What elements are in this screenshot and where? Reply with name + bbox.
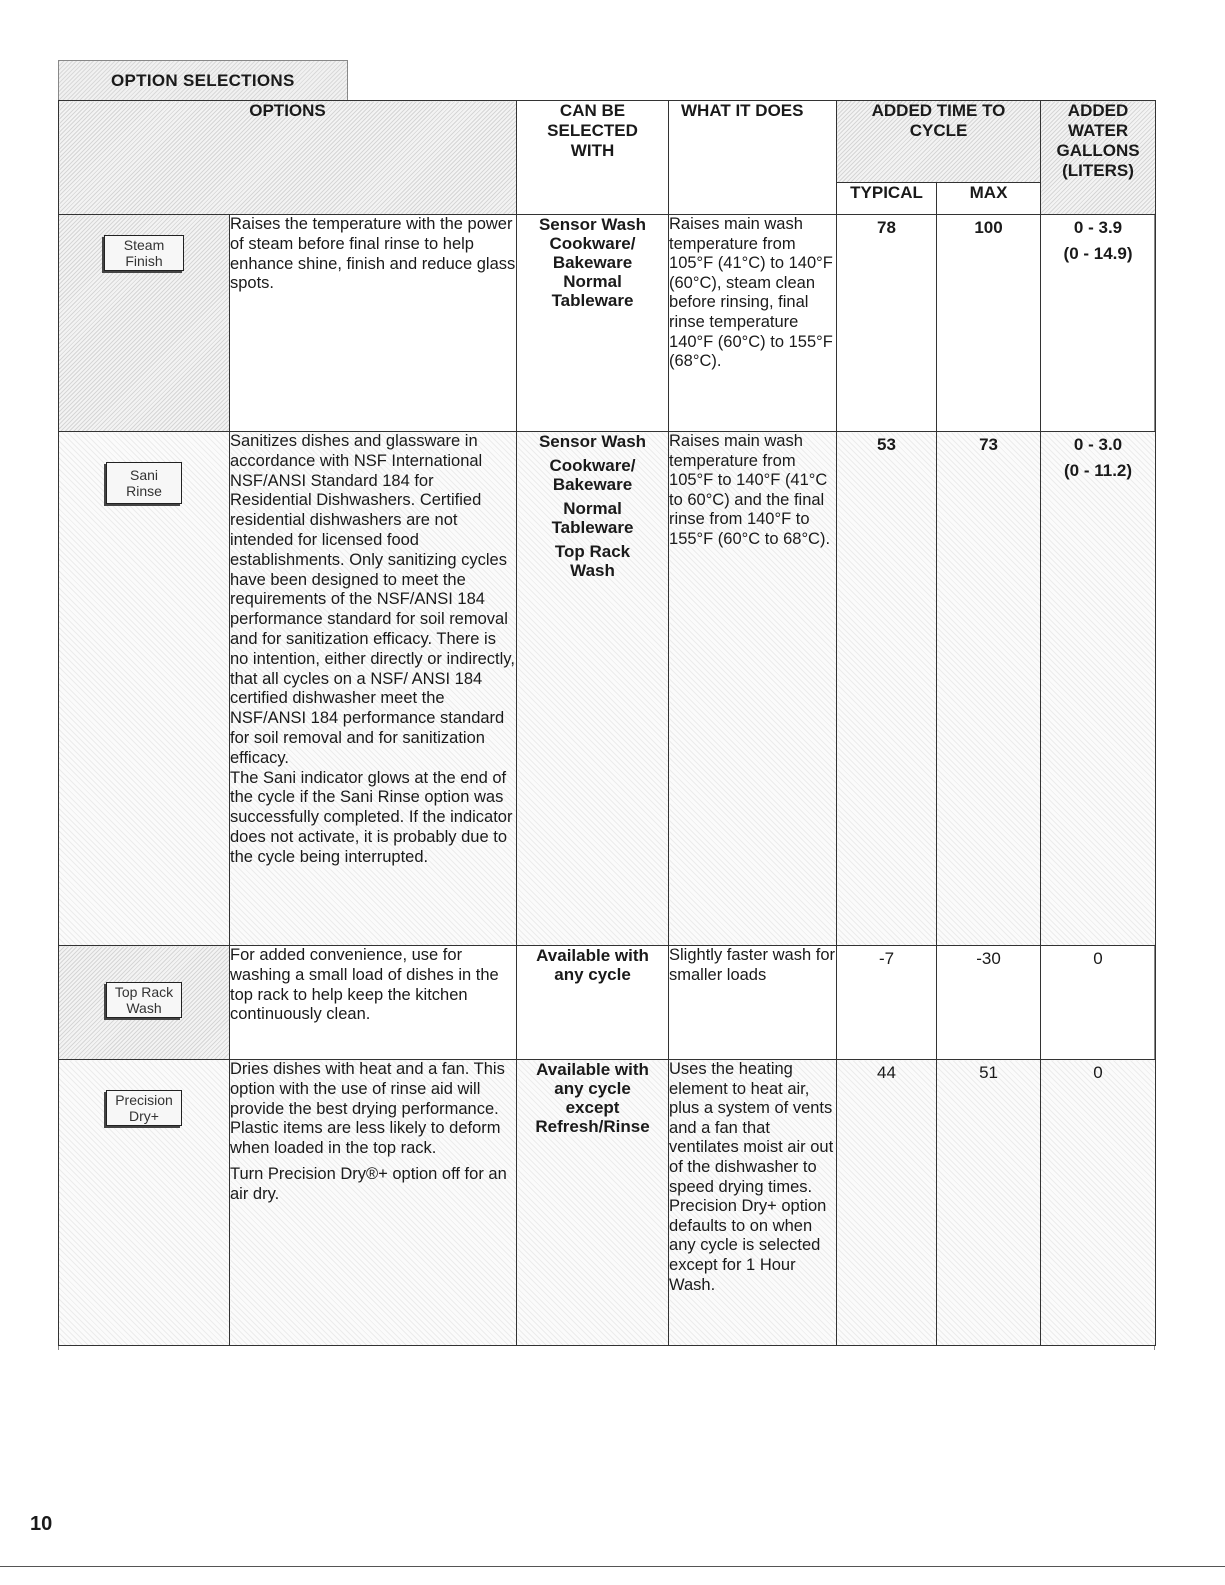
max-time: 73 [937,432,1041,946]
added-water: 0 [1041,1060,1156,1346]
option-icon-cell [59,432,230,946]
option-description: Sanitizes dishes and glassware in accordance with NSF International NSF/ANSI Standard 184 for Residential Dishwashers. Certified residential dishwashers are not intended for licensed food establishments. Only sanitizing cycles have been designed to meet the requirements of the NSF/ANSI 184 performance standard for soil removal and for sanitization efficacy. There is no intention, either directly or indirectly, that all cycles on a NSF/ ANSI 184 certified dishwasher meet the NSF/ANSI 184 performance standard for soil removal and for sanitization efficacy. The Sani indicator glows at the end of the cycle if the Sani Rinse option was successfully completed. If the indicator does not activate, it is probably due to the cycle being interrupted. [230,432,517,946]
what-it-does: Slightly faster wash for smaller loads [669,946,837,1060]
what-it-does: Raises main wash temperature from 105°F to 140°F (41°C to 60°C) and the final rinse from 140°F to 155°F (60°C to 68°C). [669,432,837,946]
option-description: For added convenience, use for washing a small load of dishes in the top rack to help keep the kitchen continuously clean. [230,946,517,1060]
added-water: 0 [1041,946,1156,1060]
what-it-does: Raises main wash temperature from 105°F (41°C) to 140°F (60°C), steam clean before rinsing, final rinse temperature 140°F (60°C) to 155°F (68°C). [669,215,837,432]
added-water: 0 - 3.0 (0 - 11.2) [1041,432,1156,946]
page-number: 10 [30,1513,53,1535]
option-description: Dries dishes with heat and a fan. This option with the use of rinse aid will provide the best drying performance. Plastic items are less likely to deform when loaded in the top rack. Turn Precision Dry®+ option off for an air dry. [230,1060,517,1346]
typical-time: 53 [837,432,937,946]
typical-time: -7 [837,946,937,1060]
max-time: 51 [937,1060,1041,1346]
max-time: -30 [937,946,1041,1060]
sani-rinse-button-icon: Sani Rinse [106,462,182,504]
option-selections-table [58,100,1156,1346]
option-row-precision-dry [59,1060,1156,1346]
header-options: OPTIONS [59,101,517,215]
bottom-divider [0,1566,1225,1567]
can-be-selected-with: Sensor Wash Cookware/ Bakeware Normal Tableware [517,215,669,432]
option-description: Raises the temperature with the power of steam before final rinse to help enhance shine, finish and reduce glass spots. [230,215,517,432]
option-icon-cell [59,215,230,432]
added-water: 0 - 3.9 (0 - 14.9) [1041,215,1156,432]
section-tab-title: OPTION SELECTIONS [111,71,295,90]
typical-time: 44 [837,1060,937,1346]
header-added-time: ADDED TIME TO CYCLE [837,101,1041,183]
top-rack-wash-button-icon: Top Rack Wash [106,982,182,1018]
precision-dry-button-icon: Precision Dry+ [106,1090,182,1126]
header-what-it-does: WHAT IT DOES [669,101,837,215]
can-be-selected-with: Sensor Wash Cookware/ Bakeware Normal Tableware Top Rack Wash [517,432,669,946]
header-added-water: ADDED WATER GALLONS (LITERS) [1041,101,1156,215]
typical-time: 78 [837,215,937,432]
header-typical: TYPICAL [837,183,937,215]
option-icon-cell [59,1060,230,1346]
option-row-top-rack-wash [59,946,1156,1060]
can-be-selected-with: Available with any cycle [517,946,669,1060]
steam-finish-button-icon: Steam Finish [104,235,184,271]
what-it-does: Uses the heating element to heat air, plus a system of vents and a fan that ventilates moist air out of the dishwasher to speed drying times. Precision Dry+ option defaults to on when any cycle is selected except for 1 Hour Wash. [669,1060,837,1346]
can-be-selected-with: Available with any cycle except Refresh/Rinse [517,1060,669,1346]
option-icon-cell [59,946,230,1060]
max-time: 100 [937,215,1041,432]
section-tab [58,60,348,100]
header-row [59,101,1156,183]
header-max: MAX [937,183,1041,215]
header-can-be-selected: CAN BE SELECTED WITH [517,101,669,215]
option-row-steam-finish [59,215,1156,432]
option-row-sani-rinse [59,432,1156,946]
